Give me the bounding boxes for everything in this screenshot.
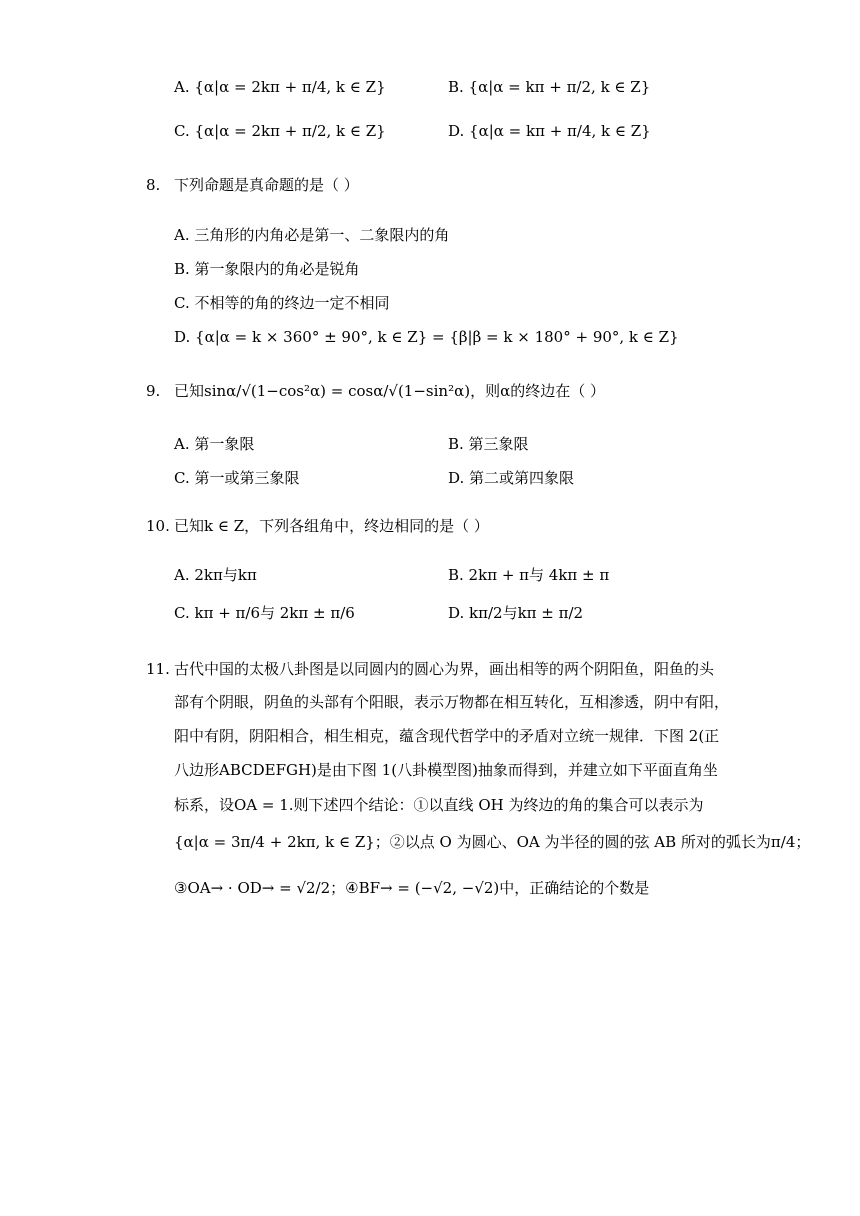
q10-option-c[interactable]: C. kπ + π/6与 2kπ ± π/6 xyxy=(174,604,355,622)
q10-number: 10. xyxy=(146,517,170,535)
q11-number: 11. xyxy=(146,660,170,678)
q11-line-1: 古代中国的太极八卦图是以同圆内的圆心为界，画出相等的两个阴阳鱼，阳鱼的头 xyxy=(174,660,715,678)
q7-option-d[interactable]: D. {α|α = kπ + π/4, k ∈ Z} xyxy=(448,122,651,140)
q8-option-c[interactable]: C. 不相等的角的终边一定不相同 xyxy=(174,294,390,312)
q10-option-b[interactable]: B. 2kπ + π与 4kπ ± π xyxy=(448,566,610,584)
q9-number: 9. xyxy=(146,382,161,400)
q11-line-6: {α|α = 3π/4 + 2kπ, k ∈ Z}；②以点 O 为圆心、OA 为半径的圆的弦 AB 所对的弧长为π/4； xyxy=(174,833,811,851)
q8-stem: 下列命题是真命题的是（ ） xyxy=(174,176,359,194)
q8-option-d[interactable]: D. {α|α = k × 360° ± 90°, k ∈ Z} = {β|β = k × 180° + 90°, k ∈ Z} xyxy=(174,328,679,346)
q7-option-b[interactable]: B. {α|α = kπ + π/2, k ∈ Z} xyxy=(448,78,651,96)
q11-line-2: 部有个阴眼，阴鱼的头部有个阳眼，表示万物都在相互转化，互相渗透，阴中有阳， xyxy=(174,693,730,711)
q7-option-a[interactable]: A. {α|α = 2kπ + π/4, k ∈ Z} xyxy=(174,78,386,96)
q9-option-d[interactable]: D. 第二或第四象限 xyxy=(448,469,575,487)
q8-option-a[interactable]: A. 三角形的内角必是第一、二象限内的角 xyxy=(174,226,450,244)
q11-line-5: 标系，设OA = 1.则下述四个结论：①以直线 OH 为终边的角的集合可以表示为 xyxy=(174,796,704,814)
q9-option-a[interactable]: A. 第一象限 xyxy=(174,435,255,453)
q8-option-b[interactable]: B. 第一象限内的角必是锐角 xyxy=(174,260,360,278)
q10-option-a[interactable]: A. 2kπ与kπ xyxy=(174,566,257,584)
q8-number: 8. xyxy=(146,176,161,194)
q9-stem: 已知sinα/√(1−cos²α) = cosα/√(1−sin²α)，则α的终边在（ ） xyxy=(174,382,605,400)
q11-line-3: 阳中有阴，阴阳相合，相生相克，蕴含现代哲学中的矛盾对立统一规律．下图 2(正 xyxy=(174,727,720,745)
q9-option-c[interactable]: C. 第一或第三象限 xyxy=(174,469,300,487)
q10-option-d[interactable]: D. kπ/2与kπ ± π/2 xyxy=(448,604,584,622)
q11-line-4: 八边形ABCDEFGH)是由下图 1(八卦模型图)抽象而得到，并建立如下平面直角坐 xyxy=(174,761,718,779)
q9-option-b[interactable]: B. 第三象限 xyxy=(448,435,529,453)
q11-line-7: ③OA→ · OD→ = √2/2；④BF→ = (−√2, −√2)中，正确结论的个数是 xyxy=(174,879,650,897)
q10-stem: 已知k ∈ Z，下列各组角中，终边相同的是（ ） xyxy=(174,517,489,535)
q7-option-c[interactable]: C. {α|α = 2kπ + π/2, k ∈ Z} xyxy=(174,122,386,140)
